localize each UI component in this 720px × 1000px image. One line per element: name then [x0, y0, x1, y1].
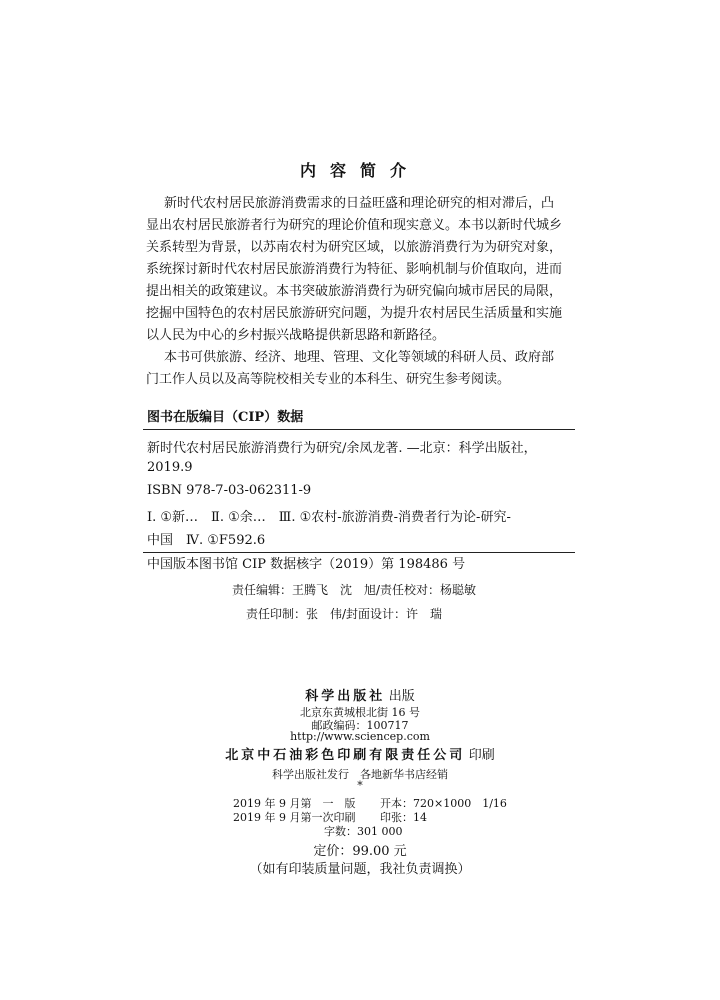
printer-line — [0, 744, 720, 763]
printing: 2019 年 9 月第一次印刷 — [233, 811, 356, 824]
quality-notice: （如有印装质量问题，我社负责调换） — [249, 862, 471, 877]
cip-heading: 图书在版编目（CIP）数据 — [147, 410, 304, 425]
publisher-postcode: 邮政编码：100717 — [311, 719, 409, 732]
star-divider: * — [357, 779, 363, 792]
publisher-line — [0, 685, 720, 704]
publisher-name: 科学出版社 — [305, 689, 386, 704]
cip-line: 2019.9 — [147, 460, 193, 475]
sheets: 印张：14 — [380, 811, 427, 824]
book-format: 开本：720×1000 1/16 — [380, 797, 507, 810]
word-count: 字数：301 000 — [324, 825, 403, 838]
cip-line: ISBN 978-7-03-062311-9 — [147, 483, 312, 498]
publisher-suffix: 出版 — [388, 689, 415, 704]
editors-line: 责任编辑：王腾飞 沈 旭/责任校对：杨聪敏 — [232, 583, 477, 597]
printer-suffix: 印刷 — [468, 748, 495, 763]
cip-line: 新时代农村居民旅游消费行为研究/余凤龙著. —北京：科学出版社， — [147, 441, 537, 456]
page-title: 内容简介 — [299, 161, 420, 180]
cip-number: 中国版本图书馆 CIP 数据核字（2019）第 198486 号 — [147, 557, 466, 572]
price: 定价：99.00 元 — [313, 844, 407, 859]
publisher-address: 北京东黄城根北街 16 号 — [300, 706, 420, 719]
cip-line: Ⅰ. ①新… Ⅱ. ①余… Ⅲ. ①农村-旅游消费-消费者行为论-研究- — [147, 510, 511, 525]
cip-line: 中国 Ⅳ. ①F592.6 — [147, 533, 266, 548]
publisher-url: http://www.sciencep.com — [290, 730, 430, 743]
edition: 2019 年 9 月第 一 版 — [233, 797, 356, 810]
editors-line: 责任印制：张 伟/封面设计：许 瑞 — [246, 607, 443, 621]
printer-name: 北京中石油彩色印刷有限责任公司 — [225, 748, 466, 763]
distribution: 科学出版社发行 各地新华书店经销 — [272, 768, 448, 781]
